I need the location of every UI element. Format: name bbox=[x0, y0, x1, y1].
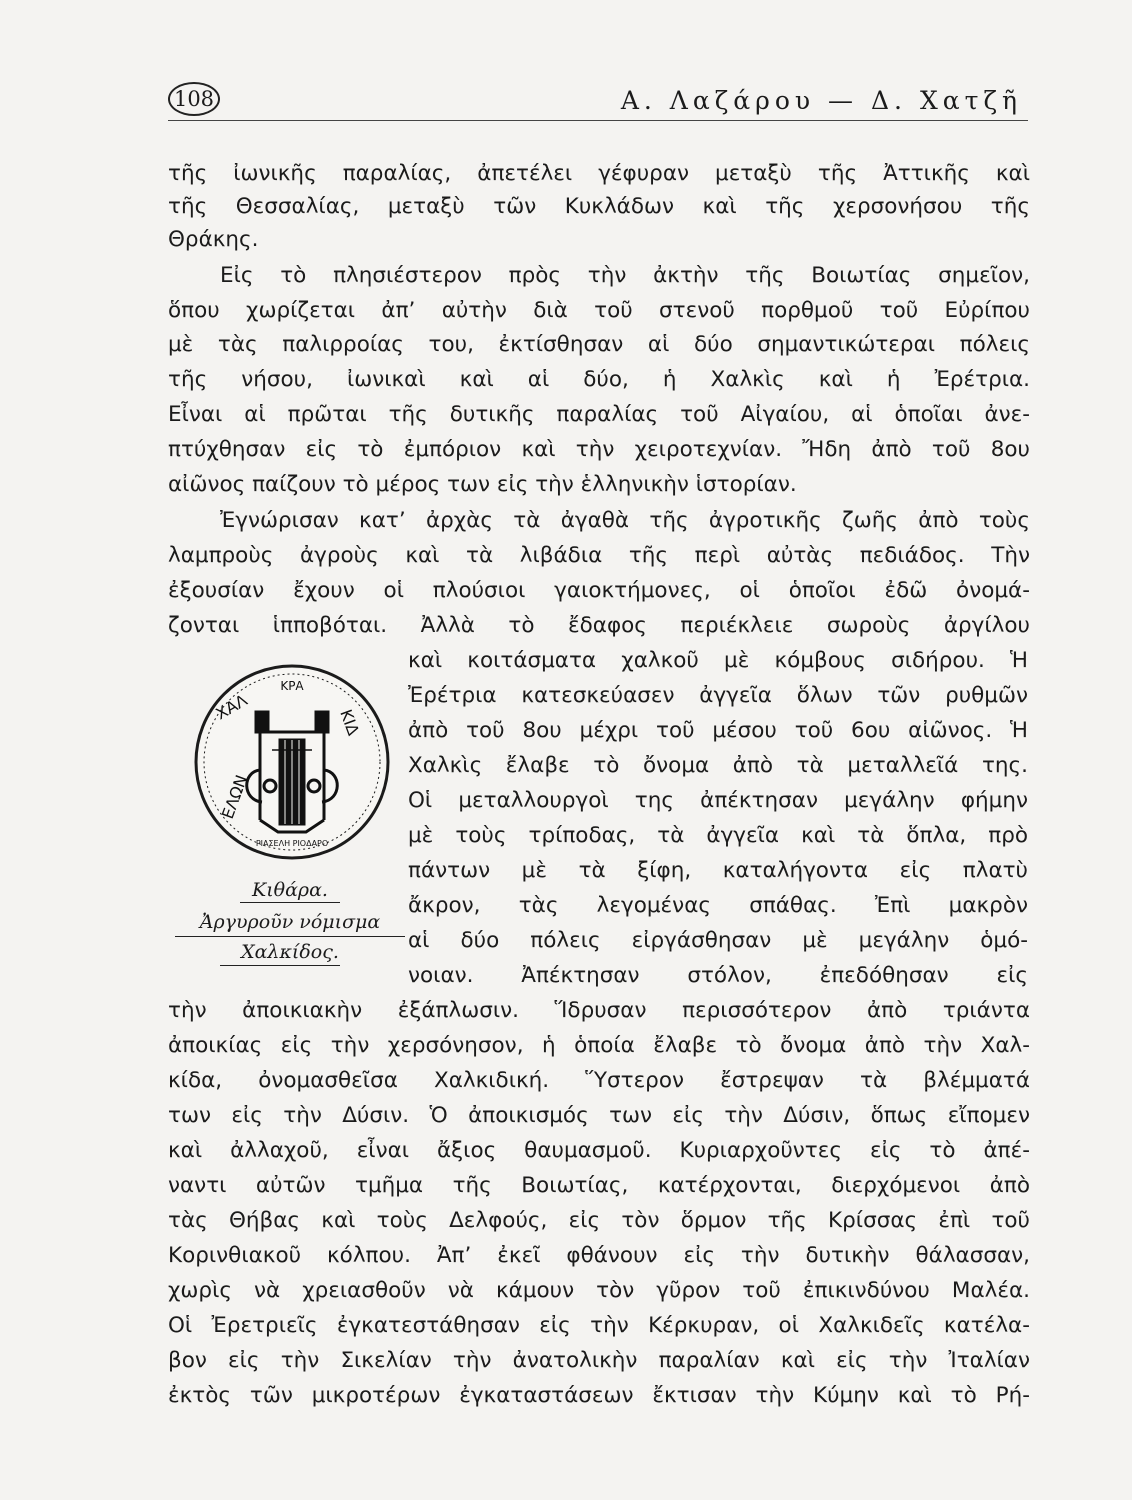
text-line: Εἶναι αἱ πρῶται τῆς δυτικῆς παραλίας τοῦ Αἰγαίου, αἱ ὁποῖαι ἀνε- bbox=[168, 402, 1030, 427]
coin-left-legend: ΧΑΛ bbox=[212, 690, 251, 724]
text-line: τῆς ἰωνικῆς παραλίας, ἀπετέλει γέφυραν μεταξὺ τῆς Ἀττικῆς καὶ bbox=[168, 161, 1030, 186]
figure-caption-subtitle: Ἀργυροῦν νόμισμα bbox=[199, 911, 381, 933]
text-line: Ἐρέτρια κατεσκεύασεν ἀγγεῖα ὅλων τῶν ρυθμῶν bbox=[408, 683, 1028, 708]
coin-right-legend: ΚΙΔ bbox=[336, 706, 364, 738]
text-line: ἄκρον, τὰς λεγομένας σπάθας. Ἐπὶ μακρὸν bbox=[408, 893, 1028, 918]
coin-bottom-legend: ΡΙΑΣΕΛΗ ΡΙΟΔΑΡΟ bbox=[255, 839, 329, 848]
text-line: ἀποικίας εἰς τὴν χερσόνησον, ἡ ὁποία ἔλαβε τὸ ὄνομα ἀπὸ τὴν Χαλ- bbox=[168, 1033, 1030, 1058]
figure-caption-title: Κιθάρα. bbox=[252, 879, 328, 901]
text-line: Εἰς τὸ πλησιέστερον πρὸς τὴν ἀκτὴν τῆς Βοιωτίας σημεῖον, bbox=[220, 263, 1030, 288]
page-number: 108 bbox=[168, 82, 220, 116]
text-line: ὅπου χωρίζεται ἀπ’ αὐτὴν διὰ τοῦ στενοῦ πορθμοῦ τοῦ Εὐρίπου bbox=[168, 298, 1030, 323]
text-line: Κορινθιακοῦ κόλπου. Ἀπ’ ἐκεῖ φθάνουν εἰς τὴν δυτικὴν θάλασσαν, bbox=[168, 1243, 1030, 1268]
text-line: πτύχθησαν εἰς τὸ ἐμπόριον καὶ τὴν χειροτεχνίαν. Ἤδη ἀπὸ τοῦ 8ου bbox=[168, 437, 1030, 462]
figure-caption-place: Χαλκίδος. bbox=[241, 941, 339, 963]
caption-rule bbox=[240, 902, 340, 903]
text-line: Οἱ Ἐρετριεῖς ἐγκατεστάθησαν εἰς τὴν Κέρκυραν, οἱ Χαλκιδεῖς κατέλα- bbox=[168, 1313, 1030, 1338]
text-line: ἐξουσίαν ἔχουν οἱ πλούσιοι γαιοκτήμονες, οἱ ὁποῖοι ἐδῶ ὀνομά- bbox=[168, 578, 1030, 603]
text-line: των εἰς τὴν Δύσιν. Ὁ ἀποικισμός των εἰς τὴν Δύσιν, ὅπως εἴπομεν bbox=[168, 1103, 1030, 1128]
text-line: μὲ τὰς παλιρροίας του, ἐκτίσθησαν αἱ δύο σημαντικώτεραι πόλεις bbox=[168, 332, 1030, 357]
text-line: καὶ ἀλλαχοῦ, εἶναι ἄξιος θαυμασμοῦ. Κυριαρχοῦντες εἰς τὸ ἀπέ- bbox=[168, 1138, 1030, 1163]
text-line: Χαλκὶς ἔλαβε τὸ ὄνομα ἀπὸ τὰ μεταλλεῖά της. bbox=[408, 753, 1028, 778]
coin-illustration bbox=[190, 660, 395, 865]
text-line: αἰῶνος παίζουν τὸ μέρος των εἰς τὴν ἑλληνικὴν ἱστορίαν. bbox=[168, 472, 797, 497]
text-line: λαμπροὺς ἀγροὺς καὶ τὰ λιβάδια τῆς περὶ αὐτὰς πεδιάδος. Τὴν bbox=[168, 543, 1030, 568]
text-line: Οἱ μεταλλουργοὶ της ἀπέκτησαν μεγάλην φήμην bbox=[408, 788, 1028, 813]
text-line: χωρὶς νὰ χρειασθοῦν νὰ κάμουν τὸν γῦρον τοῦ ἐπικινδύνου Μαλέα. bbox=[168, 1278, 1030, 1303]
text-line: κίδα, ὀνομασθεῖσα Χαλκιδική. Ὕστερον ἔστρεψαν τὰ βλέμματά bbox=[168, 1068, 1030, 1093]
text-line: τὴν ἀποικιακὴν ἐξάπλωσιν. Ἵδρυσαν περισσότερον ἀπὸ τριάντα bbox=[168, 998, 1030, 1023]
text-line: νοιαν. Ἀπέκτησαν στόλον, ἐπεδόθησαν εἰς bbox=[408, 963, 1028, 988]
text-line: τῆς Θεσσαλίας, μεταξὺ τῶν Κυκλάδων καὶ τῆς χερσονήσου τῆς bbox=[168, 194, 1030, 219]
caption-rule bbox=[175, 936, 405, 937]
text-line: ναντι αὐτῶν τμῆμα τῆς Βοιωτίας, κατέρχονται, διερχόμενοι ἀπὸ bbox=[168, 1173, 1030, 1198]
text-line: ἐκτὸς τῶν μικροτέρων ἐγκαταστάσεων ἔκτισαν τὴν Κύμην καὶ τὸ Ρή- bbox=[168, 1383, 1030, 1408]
text-line: ζονται ἱπποβόται. Ἀλλὰ τὸ ἔδαφος περιέκλειε σωροὺς ἀργίλου bbox=[168, 613, 1030, 638]
running-head: Α. Λαζάρου — Δ. Χατζῆ bbox=[620, 86, 1022, 115]
page-header bbox=[168, 78, 1028, 121]
text-line: ἀπὸ τοῦ 8ου μέχρι τοῦ μέσου τοῦ 6ου αἰῶνος. Ἡ bbox=[408, 718, 1028, 743]
text-line: βον εἰς τὴν Σικελίαν τὴν ἀνατολικὴν παραλίαν καὶ εἰς τὴν Ἰταλίαν bbox=[168, 1348, 1030, 1373]
text-line: τὰς Θήβας καὶ τοὺς Δελφούς, εἰς τὸν ὅρμον τῆς Κρίσσας ἐπὶ τοῦ bbox=[168, 1208, 1030, 1233]
coin-top-legend: ΚΡΑ bbox=[280, 679, 304, 693]
text-line: αἱ δύο πόλεις εἰργάσθησαν μὲ μεγάλην ὁμό- bbox=[408, 928, 1028, 953]
text-line: Θράκης. bbox=[168, 227, 259, 252]
text-line: καὶ κοιτάσματα χαλκοῦ μὲ κόμβους σιδήρου. Ἡ bbox=[408, 648, 1028, 673]
text-line: πάντων μὲ τὰ ξίφη, καταλήγοντα εἰς πλατὺ bbox=[408, 858, 1028, 883]
caption-rule bbox=[220, 965, 340, 966]
coin-side-legend: ΕΛΩΝ bbox=[217, 772, 252, 822]
text-line: Ἐγνώρισαν κατ’ ἀρχὰς τὰ ἀγαθὰ τῆς ἀγροτικῆς ζωῆς ἀπὸ τοὺς bbox=[220, 508, 1030, 533]
text-line: μὲ τοὺς τρίποδας, τὰ ἀγγεῖα καὶ τὰ ὅπλα, πρὸ bbox=[408, 823, 1028, 848]
text-line: τῆς νήσου, ἰωνικαὶ καὶ αἱ δύο, ἡ Χαλκὶς καὶ ἡ Ἐρέτρια. bbox=[168, 367, 1030, 392]
